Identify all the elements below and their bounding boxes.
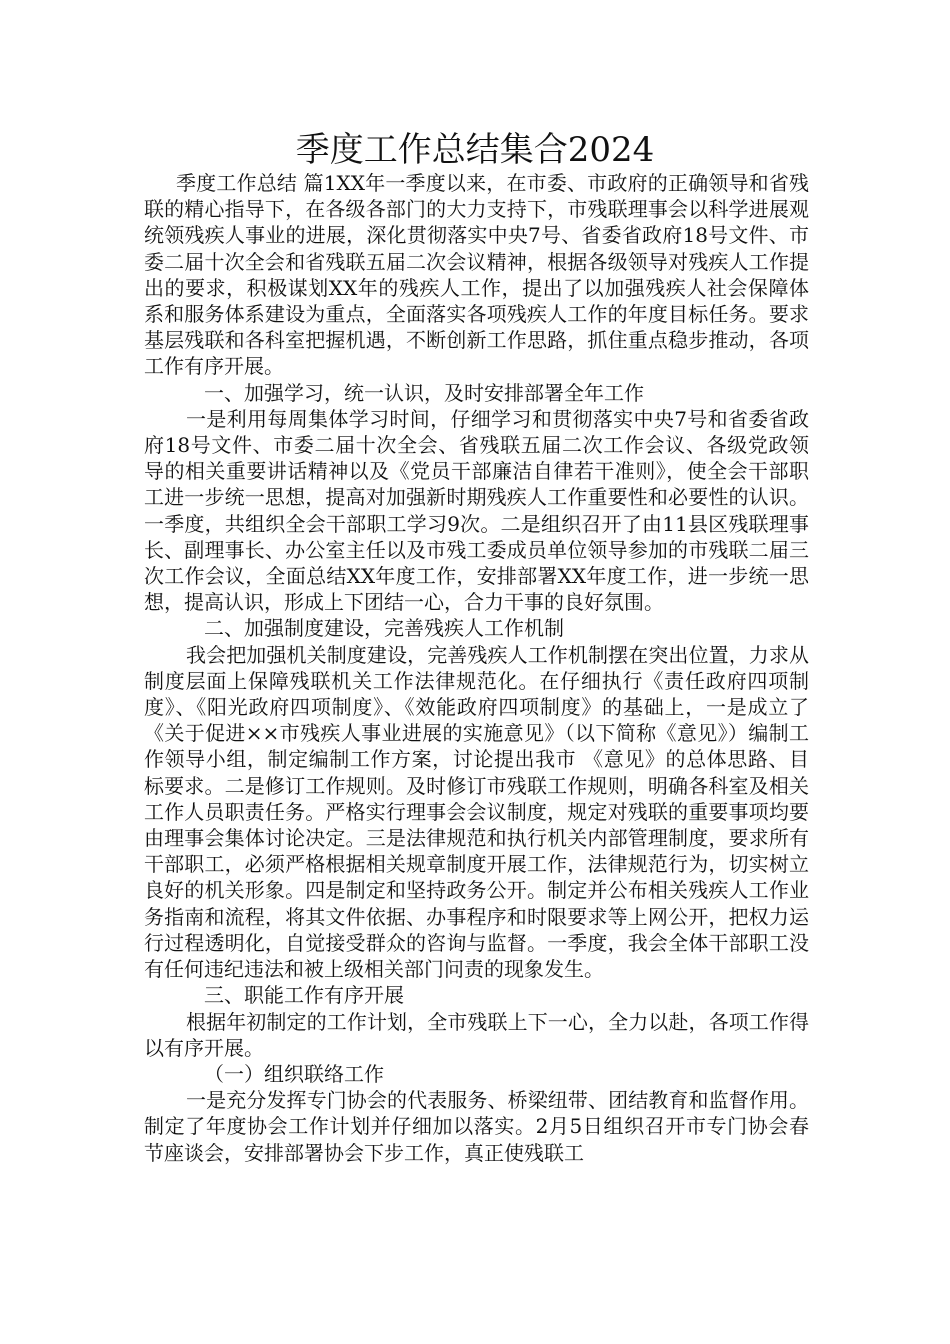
section-3-paragraph: 根据年初制定的工作计划，全市残联上下一心，全力以赴，各项工作得以有序开展。 — [144, 1009, 809, 1060]
document-body — [144, 170, 809, 1166]
section-heading-2: 二、加强制度建设，完善残疾人工作机制 — [204, 616, 564, 641]
intro-paragraph: 季度工作总结 篇1XX年一季度以来，在市委、市政府的正确领导和省残联的精心指导下，在各级各部门的大力支持下，市残联理事会以科学进展观统领残疾人事业的进展，深化贯彻落实中央7号、省委省政府18号文件、市委二届十次全会和省残联五届二次会议精神，根据各级领导对残疾人工作提出的要求，积极谋划XX年的残疾人工作，提出了以加强残疾人社会保障体系和服务体系建设为重点，全面落实各项残疾人工作的年度目标任务。要求基层残联和各科室把握机遇，不断创新工作思路，抓住重点稳步推动，各项工作有序开展。 — [144, 171, 809, 379]
document-title: 季度工作总结集合2024 — [295, 130, 655, 170]
subsection-1-paragraph: 一是充分发挥专门协会的代表服务、桥梁纽带、团结教育和监督作用。制定了年度协会工作计划并仔细加以落实。2月5日组织召开市专门协会春节座谈会，安排部署协会下步工作，真正使残联工 — [144, 1088, 809, 1165]
section-heading-1: 一、加强学习，统一认识，及时安排部署全年工作 — [204, 380, 644, 405]
section-2-paragraph: 我会把加强机关制度建设，完善残疾人工作机制摆在突出位置，力求从制度层面上保障残联机关工作法律规范化。在仔细执行《责任政府四项制度》、《阳光政府四项制度》、《效能政府四项制度》的基础上，一是成立了《关于促进××市残疾人事业进展的实施意见》（以下简称《意见》）编制工作领导小组，制定编制工作方案，讨论提出我市 《意见》的总体思路、目标要求。二是修订工作规则。及时修订市残联工作规则，明确各科室及相关工作人员职责任务。严格实行理事会会议制度，规定对残联的重要事项均要由理事会集体讨论决定。三是法律规范和执行机关内部管理制度，要求所有干部职工，必须严格根据相关规章制度开展工作，法律规范行为，切实树立良好的机关形象。四是制定和坚持政务公开。制定并公布相关残疾人工作业务指南和流程，将其文件依据、办事程序和时限要求等上网公开，把权力运行过程透明化，自觉接受群众的咨询与监督。一季度，我会全体干部职工没有任何违纪违法和被上级相关部门问责的现象发生。 — [144, 642, 809, 982]
section-heading-3: 三、职能工作有序开展 — [204, 983, 404, 1008]
subsection-heading-1: （一）组织联络工作 — [204, 1061, 384, 1086]
section-1-paragraph: 一是利用每周集体学习时间，仔细学习和贯彻落实中央7号和省委省政府18号文件、市委二届十次全会、省残联五届二次工作会议、各级党政领导的相关重要讲话精神以及《党员干部廉洁自律若干准则》，使全会干部职工进一步统一思想，提高对加强新时期残疾人工作重要性和必要性的认识。一季度，共组织全会干部职工学习9次。二是组织召开了由11县区残联理事长、副理事长、办公室主任以及市残工委成员单位领导参加的市残联二届三次工作会议，全面总结XX年度工作，安排部署XX年度工作，进一步统一思想，提高认识，形成上下团结一心，合力干事的良好氛围。 — [144, 406, 809, 615]
